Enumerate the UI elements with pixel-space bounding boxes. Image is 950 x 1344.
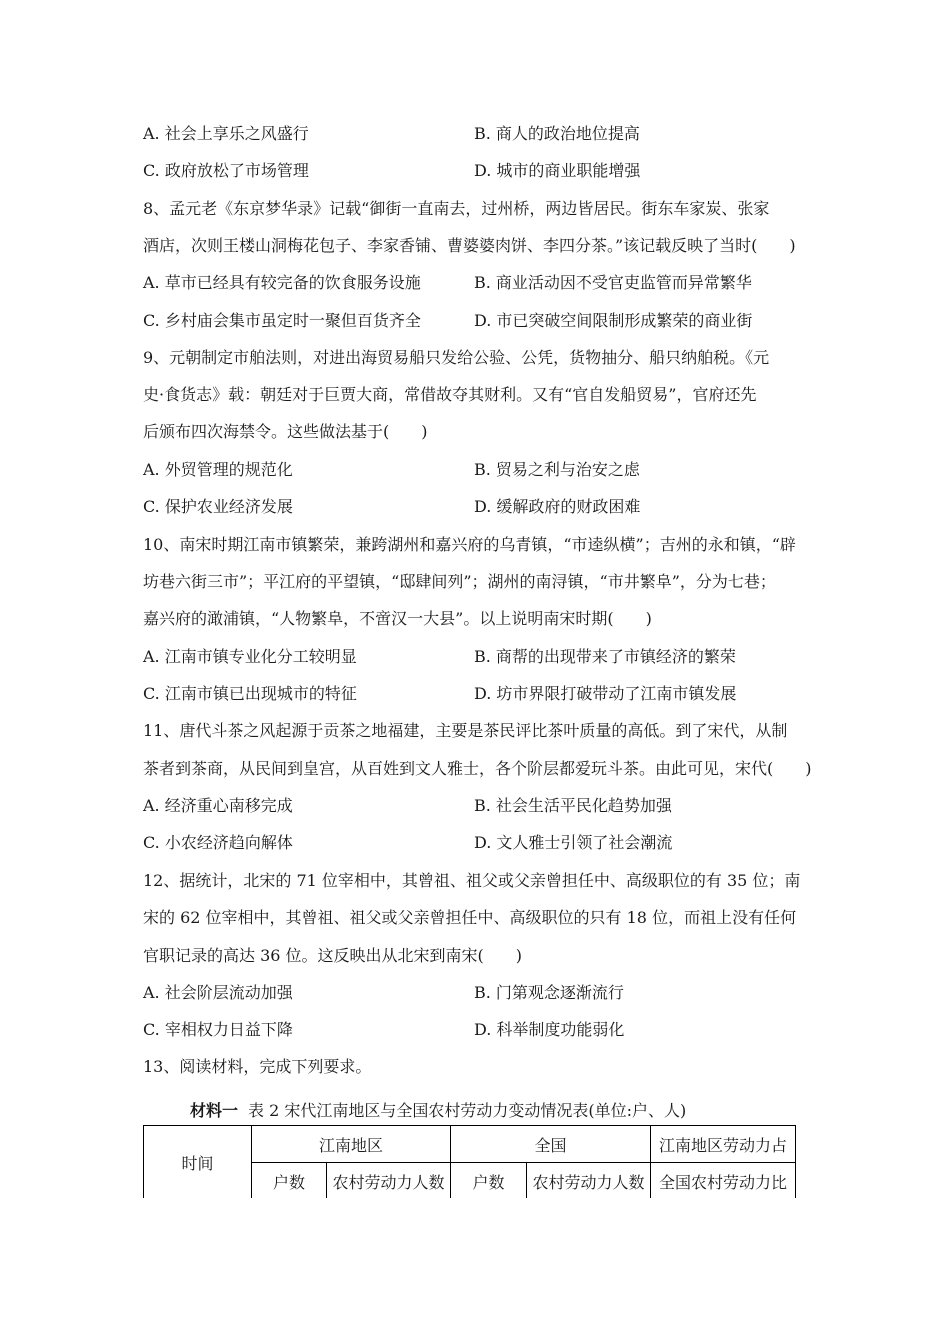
q9-option-a: A. 外贸管理的规范化 bbox=[143, 460, 293, 479]
q9-stem-line-3: 后颁布四次海禁令。这些做法基于( ) bbox=[143, 422, 428, 441]
table-header-labor: 农村劳动力人数 bbox=[527, 1163, 651, 1200]
q11-option-d: D. 文人雅士引领了社会潮流 bbox=[474, 833, 673, 852]
q7-option-c: C. 政府放松了市场管理 bbox=[143, 161, 309, 180]
table-header-ratio-1: 江南地区劳动力占 bbox=[651, 1126, 796, 1163]
q12-option-a: A. 社会阶层流动加强 bbox=[143, 983, 293, 1002]
table-header-time: 时间 bbox=[144, 1126, 252, 1200]
q11-option-b: B. 社会生活平民化趋势加强 bbox=[474, 796, 672, 815]
q11-option-a: A. 经济重心南移完成 bbox=[143, 796, 293, 815]
q12-stem-line-1: 12、据统计，北宋的 71 位宰相中，其曾祖、祖父或父亲曾担任中、高级职位的有 35 位；南 bbox=[143, 871, 801, 890]
q10-stem-line-1: 10、南宋时期江南市镇繁荣，兼跨湖州和嘉兴府的乌青镇，“市逵纵横”；吉州的永和镇，“辟 bbox=[143, 535, 796, 554]
table-caption bbox=[190, 1098, 686, 1121]
table-caption-text: 表 2 宋代江南地区与全国农村劳动力变动情况表(单位:户、人) bbox=[248, 1101, 687, 1120]
q13-stem: 13、阅读材料，完成下列要求。 bbox=[143, 1057, 372, 1076]
q12-option-c: C. 宰相权力日益下降 bbox=[143, 1020, 293, 1039]
table-header-ratio-2: 全国农村劳动力比 bbox=[651, 1163, 796, 1200]
q7-option-d: D. 城市的商业职能增强 bbox=[474, 161, 641, 180]
table-header-households: 户数 bbox=[451, 1163, 527, 1200]
page-bottom-margin bbox=[0, 1198, 950, 1344]
q9-stem-line-2: 史·食货志》载：朝廷对于巨贾大商，常借故夺其财利。又有“官自发船贸易”，官府还先 bbox=[143, 385, 757, 404]
q10-stem-line-2: 坊巷六街三市”；平江府的平望镇，“邸肆间列”；湖州的南浔镇，“市井繁阜”，分为七巷； bbox=[143, 572, 776, 591]
q9-option-d: D. 缓解政府的财政困难 bbox=[474, 497, 641, 516]
q12-option-b: B. 门第观念逐渐流行 bbox=[474, 983, 624, 1002]
q11-stem-line-2: 茶者到茶商，从民间到皇宫，从百姓到文人雅士，各个阶层都爱玩斗茶。由此可见，宋代( ) bbox=[143, 759, 812, 778]
q8-stem-line-1: 8、孟元老《东京梦华录》记载“御街一直南去，过州桥，两边皆居民。街东车家炭、张家 bbox=[143, 199, 770, 218]
q10-option-b: B. 商帮的出现带来了市镇经济的繁荣 bbox=[474, 647, 736, 666]
q8-option-b: B. 商业活动因不受官吏监管而异常繁华 bbox=[474, 273, 752, 292]
q8-option-c: C. 乡村庙会集市虽定时一聚但百货齐全 bbox=[143, 311, 421, 330]
q11-option-c: C. 小农经济趋向解体 bbox=[143, 833, 293, 852]
table-header-national: 全国 bbox=[451, 1126, 651, 1163]
q12-stem-line-2: 宋的 62 位宰相中，其曾祖、祖父或父亲曾担任中、高级职位的只有 18 位，而祖上没有任何 bbox=[143, 908, 797, 927]
q12-stem-line-3: 官职记录的高达 36 位。这反映出从北宋到南宋( ) bbox=[143, 946, 523, 965]
material-label: 材料一 bbox=[190, 1101, 239, 1120]
q9-stem-line-1: 9、元朝制定市舶法则，对进出海贸易船只发给公验、公凭，货物抽分、船只纳舶税。《元 bbox=[143, 348, 770, 367]
q10-option-c: C. 江南市镇已出现城市的特征 bbox=[143, 684, 357, 703]
table-header-labor: 农村劳动力人数 bbox=[327, 1163, 451, 1200]
q7-option-a: A. 社会上享乐之风盛行 bbox=[143, 124, 309, 143]
q11-stem-line-1: 11、唐代斗茶之风起源于贡茶之地福建，主要是茶民评比茶叶质量的高低。到了宋代，从制 bbox=[143, 721, 788, 740]
q8-option-a: A. 草市已经具有较完备的饮食服务设施 bbox=[143, 273, 421, 292]
q9-option-c: C. 保护农业经济发展 bbox=[143, 497, 293, 516]
q8-stem-line-2: 酒店，次则王楼山洞梅花包子、李家香铺、曹婆婆肉饼、李四分茶。”该记载反映了当时( ) bbox=[143, 236, 796, 255]
table-header-households: 户数 bbox=[252, 1163, 327, 1200]
q10-option-d: D. 坊市界限打破带动了江南市镇发展 bbox=[474, 684, 737, 703]
q8-option-d: D. 市已突破空间限制形成繁荣的商业街 bbox=[474, 311, 753, 330]
q9-option-b: B. 贸易之利与治安之虑 bbox=[474, 460, 640, 479]
q10-stem-line-3: 嘉兴府的澉浦镇，“人物繁阜，不啻汉一大县”。以上说明南宋时期( ) bbox=[143, 609, 652, 628]
table-header-jiangnan: 江南地区 bbox=[252, 1126, 451, 1163]
q7-option-b: B. 商人的政治地位提高 bbox=[474, 124, 640, 143]
q12-option-d: D. 科举制度功能弱化 bbox=[474, 1020, 625, 1039]
q10-option-a: A. 江南市镇专业化分工较明显 bbox=[143, 647, 357, 666]
